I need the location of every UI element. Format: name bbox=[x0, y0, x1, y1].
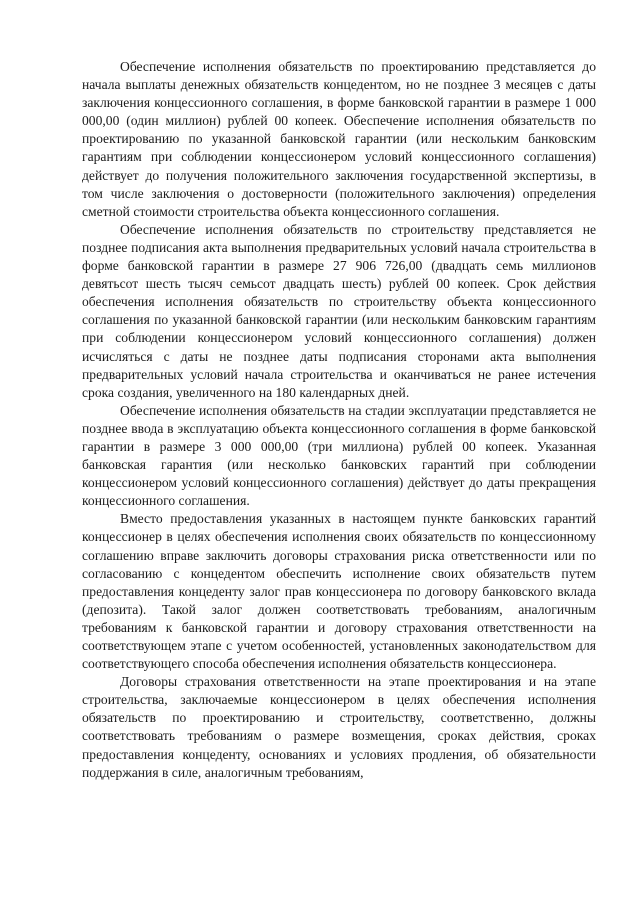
paragraph-design-guarantee: Обеспечение исполнения обязательств по проектированию представляется до начала выплаты денежных обязательств концедентом, но не позднее 3 месяцев с даты заключения концессионного соглашения, в форме банковской гарантии в размере 1 000 000,00 (один миллион) рублей 00 копеек. Обеспечение исполнения обязательств по проектированию по указанной банковской гарантии (или нескольким банковским гарантиям при соблюдении концессионером условий концессионного соглашения) действует до получения положительного заключения государственной экспертизы, в том числе заключения о достоверности (положительного заключения) определения сметной стоимости строительства объекта концессионного соглашения. bbox=[82, 59, 596, 219]
paragraph-alternative-security: Вместо предоставления указанных в настоящем пункте банковских гарантий концессионер в целях обеспечения исполнения своих обязательств по концессионному соглашению вправе заключить договоры страхования риска ответственности или по согласованию с концедентом обеспечить исполнение своих обязательств путем предоставления концеденту залог прав концессионера по договору банковского вклада (депозита). Такой залог должен соответствовать требованиям, аналогичным требованиям к банковской гарантии и договору страхования ответственности на соответствующем этапе с учетом особенностей, установленных законодательством для соответствующего способа обеспечения исполнения обязательств концессионера. bbox=[82, 511, 596, 672]
paragraph-operation-guarantee: Обеспечение исполнения обязательств на стадии эксплуатации представляется не позднее ввода в эксплуатацию объекта концессионного соглашения в форме банковской гарантии в размере 3 000 000,00 (три миллиона) рублей 00 копеек. Указанная банковская гарантия (или несколько банковских гарантий при соблюдении концессионером условий концессионного соглашения) действует до даты прекращения концессионного соглашения. bbox=[82, 402, 596, 509]
paragraph-construction-guarantee: Обеспечение исполнения обязательств по строительству представляется не позднее подписания акта выполнения предварительных условий начала строительства в форме банковской гарантии в размере 27 906 726,00 (двадцать семь миллионов девятьсот шесть тысяч семьсот двадцать шесть) рублей 00 копеек. Срок действия обеспечения исполнения обязательств по строительству объекта концессионного соглашения по указанной банковской гарантии (или нескольким банковским гарантиям при соблюдении концессионером условий концессионного соглашения) должен исчисляться с даты не позднее даты подписания сторонами акта выполнения предварительных условий начала строительства и оканчиваться не ранее истечения срока создания, увеличенного на 180 календарных дней. bbox=[82, 221, 596, 400]
document-page bbox=[82, 58, 596, 782]
paragraph-insurance-contracts: Договоры страхования ответственности на этапе проектирования и на этапе строительства, заключаемые концессионером в целях обеспечения исполнения обязательств по проектированию и строительству, соответственно, должны соответствовать требованиям о размере возмещения, сроках действия, сроках предоставления концеденту, основаниях и условиях продления, об обязательности поддержания в силе, аналогичным требованиям, bbox=[82, 674, 596, 780]
